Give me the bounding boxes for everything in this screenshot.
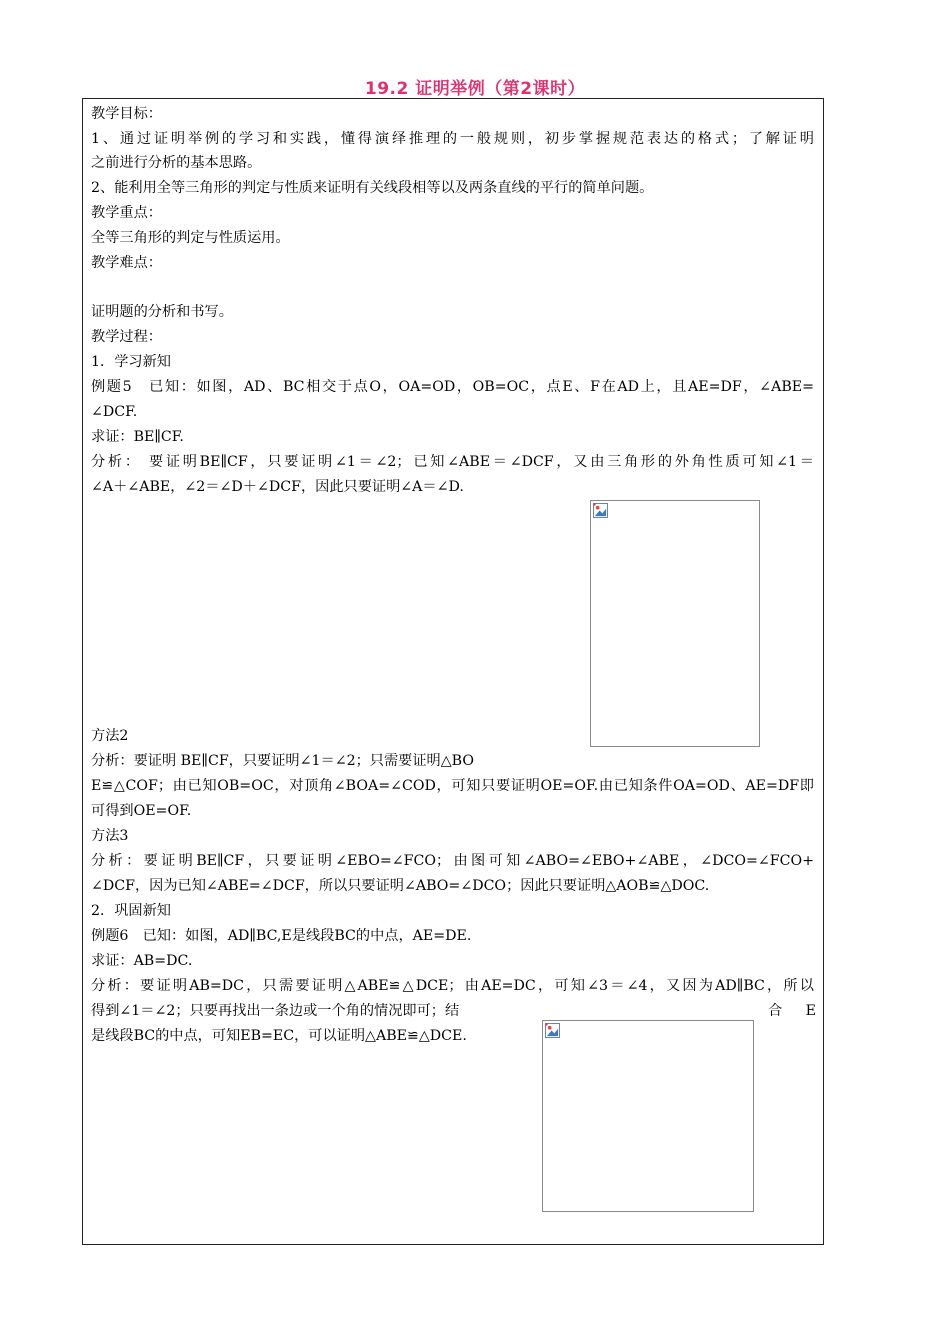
example-6-analysis-1: 分析：要证明AB=DC，只需要证明△ABE≌△DCE；由AE=DC，可知∠3＝∠4，又因为AD∥BC，所以 (91, 978, 814, 994)
objective-1-line-1: 1、通过证明举例的学习和实践，懂得演绎推理的一般规则，初步掌握规范表达的格式；了解证明 (91, 131, 814, 147)
section-1-heading: 1．学习新知 (91, 354, 171, 370)
process-heading: 教学过程： (91, 329, 162, 345)
objectives-heading: 教学目标： (91, 106, 162, 122)
example-5-prove: 求证：BE∥CF. (91, 429, 184, 445)
method-2-analysis-2: E≌△COF；由已知OB=OC，对顶角∠BOA=∠COD，可知只要证明OE=OF.由已知条件OA=OD、AE=DF即 (91, 778, 814, 794)
broken-image-icon (593, 503, 608, 518)
key-points-text: 全等三角形的判定与性质运用。 (91, 230, 290, 246)
difficulties-heading: 教学难点： (91, 255, 162, 271)
example-6-analysis-2: 得到∠1＝∠2；只要再找出一条边或一个角的情况即可；结 (91, 1003, 460, 1019)
method-2-analysis-3: 可得到OE=OF. (91, 803, 192, 819)
objective-1-line-2: 之前进行分析的基本思路。 (91, 155, 262, 171)
difficulties-text: 证明题的分析和书写。 (91, 304, 233, 320)
method-3-analysis-1: 分析：要证明BE∥CF，只要证明∠EBO=∠FCO；由图可知∠ABO=∠EBO+∠ABE，∠DCO=∠FCO+ (91, 853, 814, 869)
example-5-given-2: ∠DCF. (91, 404, 138, 420)
example-6-given: 例题6 已知：如图，AD∥BC,E是线段BC的中点，AE=DE. (91, 928, 472, 944)
example-6-analysis-3: 是线段BC的中点，可知EB=EC，可以证明△ABE≌△DCE. (91, 1028, 467, 1044)
section-2-heading: 2．巩固新知 (91, 903, 171, 919)
key-points-heading: 教学重点： (91, 205, 162, 221)
document-title: 19.2 证明举例（第2课时） (364, 79, 586, 99)
figure-example-5 (590, 500, 760, 747)
figure-example-6 (542, 1020, 754, 1212)
method-2-heading: 方法2 (91, 728, 129, 744)
method-3-analysis-2: ∠DCF，因为已知∠ABE=∠DCF，所以只要证明∠ABO=∠DCO；因此只要证明△AOB≌△DOC. (91, 878, 710, 894)
example-5-analysis-2: ∠A＋∠ABE，∠2＝∠D＋∠DCF，因此只要证明∠A＝∠D. (91, 479, 464, 495)
method-3-heading: 方法3 (91, 828, 129, 844)
objective-2: 2、能利用全等三角形的判定与性质来证明有关线段相等以及两条直线的平行的简单问题。 (91, 180, 654, 196)
method-2-analysis-1: 分析：要证明 BE∥CF，只要证明∠1＝∠2；只需要证明△BO (91, 753, 474, 769)
example-6-prove: 求证：AB=DC. (91, 953, 193, 969)
broken-image-icon (545, 1023, 560, 1038)
example-6-analysis-2-tail: 合 E (768, 1003, 816, 1019)
example-5-given-1: 例题5 已知：如图，AD、BC相交于点O，OA=OD，OB=OC，点E、F在AD上，且AE=DF，∠ABE= (91, 379, 814, 395)
example-5-analysis-1: 分析： 要证明BE∥CF，只要证明∠1＝∠2；已知∠ABE＝∠DCF，又由三角形的外角性质可知∠1＝ (91, 454, 814, 470)
